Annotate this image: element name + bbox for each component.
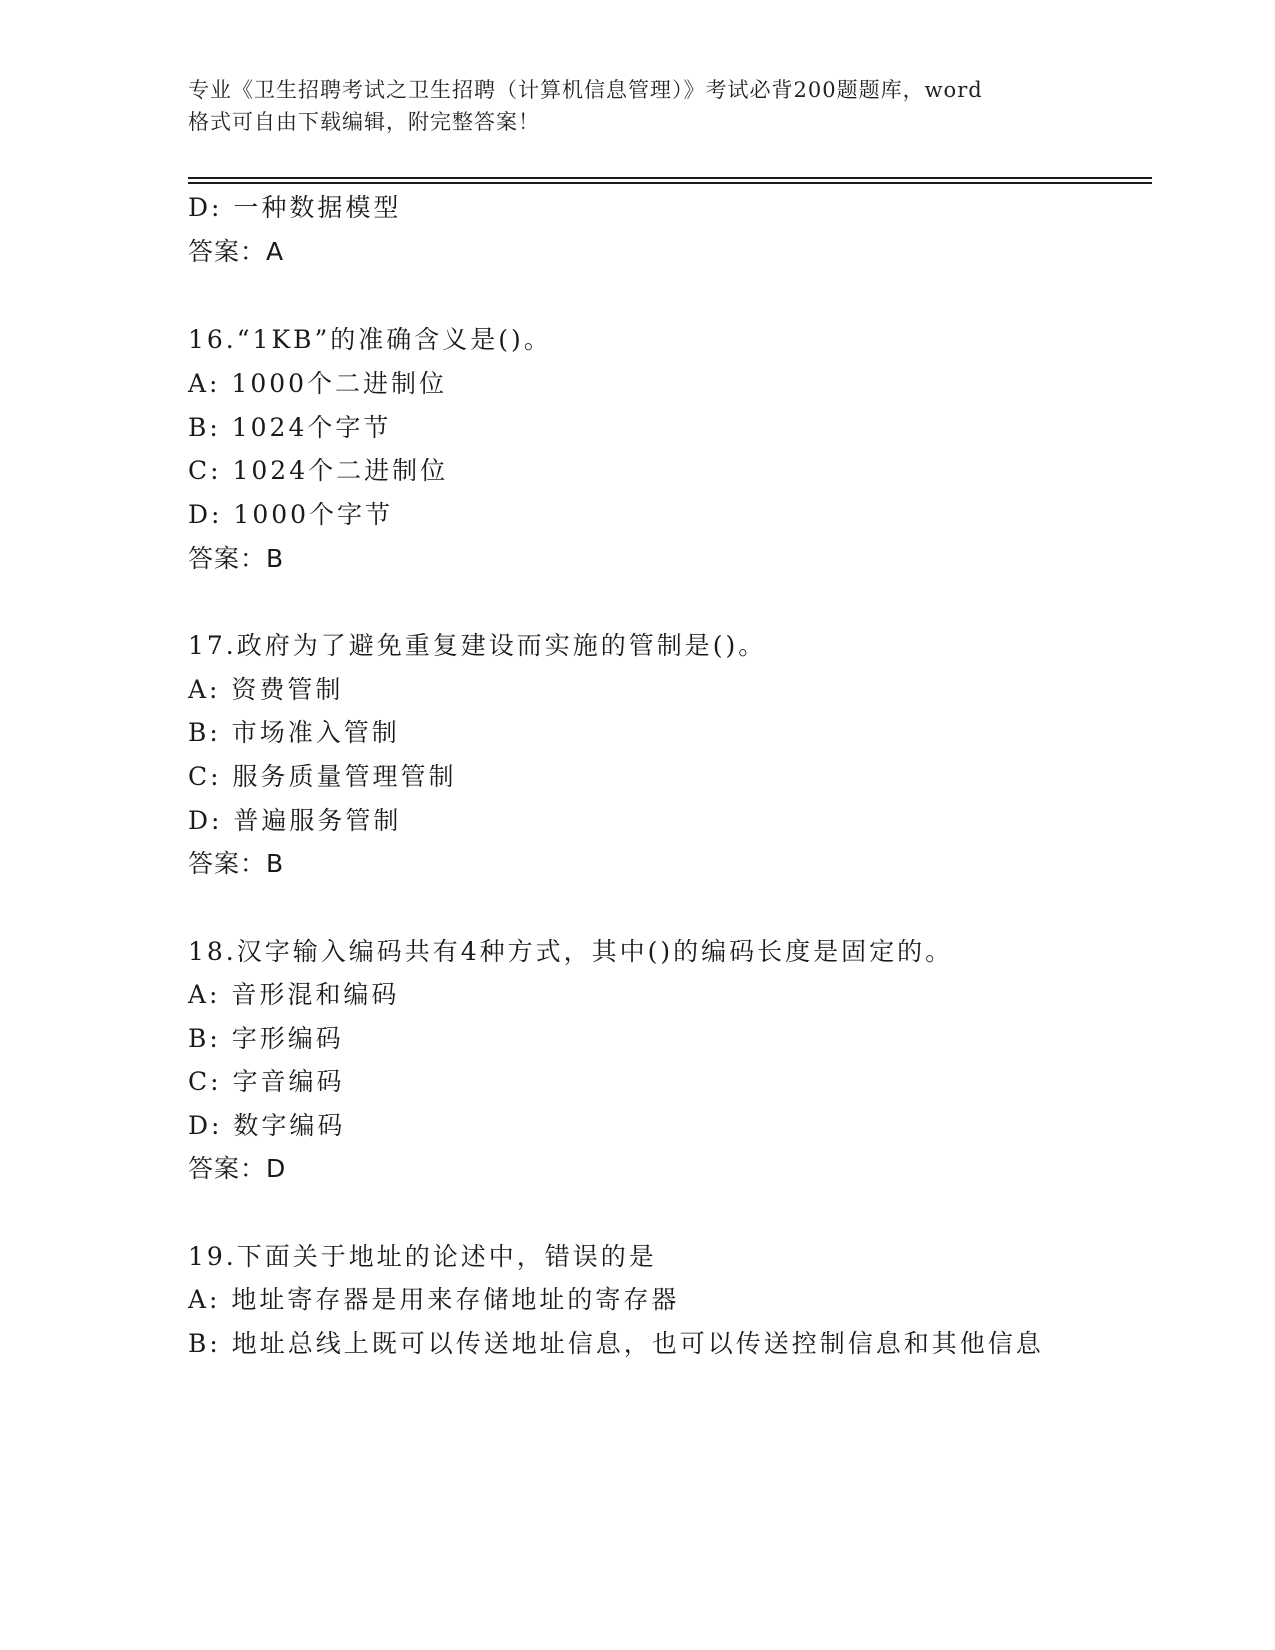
q19-question: 19.下面关于地址的论述中，错误的是: [188, 1242, 657, 1271]
prev-option-d: D: 一种数据模型: [188, 193, 402, 222]
q19-option-a: A: 地址寄存器是用来存储地址的寄存器: [188, 1285, 680, 1314]
q19-option-b: B: 地址总线上既可以传送地址信息，也可以传送控制信息和其他信息: [188, 1329, 1044, 1358]
q16-option-b: B: 1024个字节: [188, 413, 392, 442]
q16-option-c: C: 1024个二进制位: [188, 456, 449, 485]
q17-answer: 答案：B: [188, 849, 285, 878]
document-header: [188, 74, 1088, 138]
q17-question: 17.政府为了避免重复建设而实施的管制是()。: [188, 631, 767, 660]
q16-answer: 答案：B: [188, 544, 285, 573]
header-line-1: 专业《卫生招聘考试之卫生招聘（计算机信息管理）》考试必背200题题库，word: [188, 78, 983, 102]
q17-option-a: A: 资费管制: [188, 675, 344, 704]
q18-option-a: A: 音形混和编码: [188, 980, 400, 1009]
q18-option-d: D: 数字编码: [188, 1111, 346, 1140]
q18-option-b: B: 字形编码: [188, 1024, 344, 1053]
q18-answer: 答案：D: [188, 1154, 287, 1183]
header-divider-top: [188, 177, 1152, 179]
header-divider-bottom: [188, 182, 1152, 184]
q18-question: 18.汉字输入编码共有4种方式，其中()的编码长度是固定的。: [188, 937, 954, 966]
q17-option-c: C: 服务质量管理管制: [188, 762, 457, 791]
q17-option-d: D: 普遍服务管制: [188, 806, 402, 835]
header-line-2: 格式可自由下载编辑，附完整答案！: [188, 110, 540, 134]
q16-option-d: D: 1000个字节: [188, 500, 394, 529]
q18-option-c: C: 字音编码: [188, 1067, 345, 1096]
prev-answer: 答案：A: [188, 237, 285, 266]
q16-option-a: A: 1000个二进制位: [188, 369, 448, 398]
q16-question: 16.“1KB”的准确含义是()。: [188, 325, 552, 354]
q17-option-b: B: 市场准入管制: [188, 718, 400, 747]
